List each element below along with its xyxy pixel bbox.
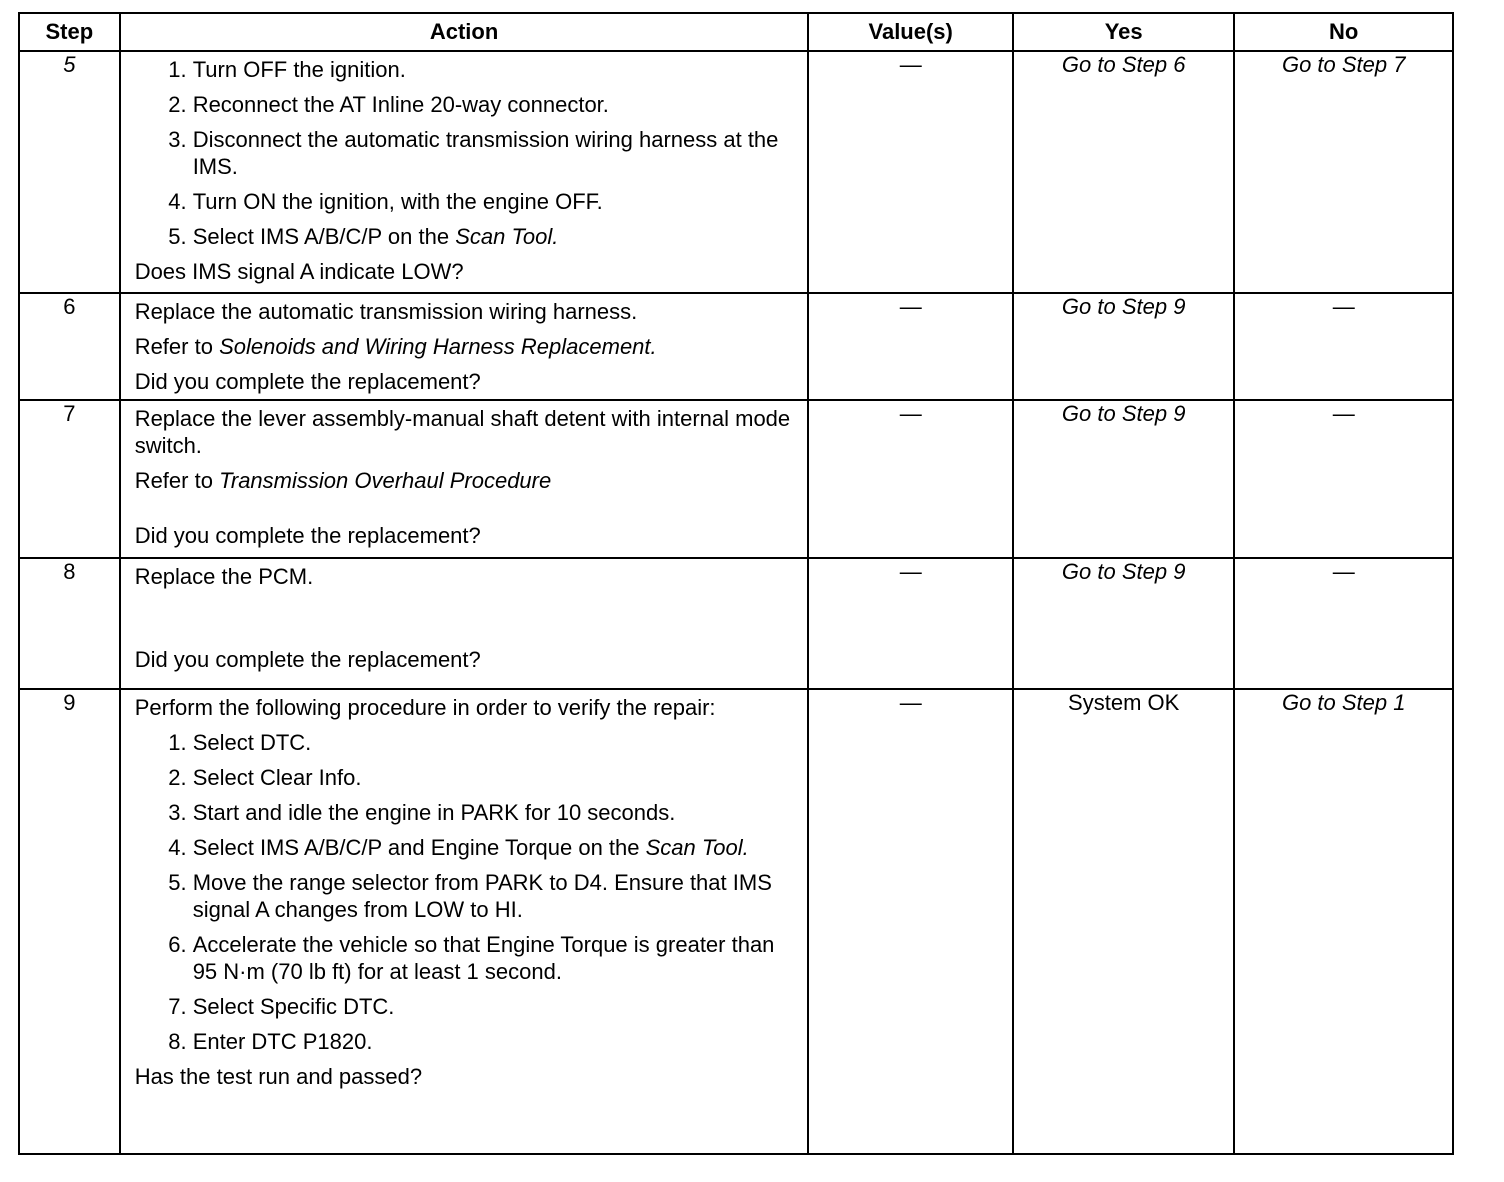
action-cell	[120, 293, 809, 400]
table-row-step-6	[19, 293, 1453, 400]
action-question: Does IMS signal A indicate LOW?	[134, 259, 464, 284]
yes-cell: Go to Step 9	[1013, 558, 1235, 689]
scan-tool-ref: Scan Tool.	[645, 835, 749, 860]
action-question: Has the test run and passed?	[134, 1064, 423, 1089]
header-step: Step	[19, 13, 120, 51]
action-intro: Perform the following procedure in order to verify the repair:	[134, 695, 716, 720]
action-question: Did you complete the replacement?	[134, 369, 481, 394]
header-values: Value(s)	[808, 13, 1012, 51]
header-no: No	[1234, 13, 1453, 51]
yes-cell: Go to Step 9	[1013, 293, 1235, 400]
header-row	[19, 13, 1453, 51]
action-cell	[120, 51, 809, 293]
yes-cell: System OK	[1013, 689, 1235, 1154]
action-step: 3. Disconnect the automatic transmission wiring harness at the IMS.	[193, 126, 798, 180]
action-step	[193, 834, 798, 861]
action-step: 7. Select Specific DTC.	[193, 993, 798, 1020]
action-refer	[135, 467, 798, 494]
table-row-step-5	[19, 51, 1453, 293]
action-step-text: Select IMS A/B/C/P on the	[192, 224, 456, 249]
no-cell: Go to Step 7	[1234, 51, 1453, 293]
action-steps	[135, 56, 798, 250]
refer-prefix: Refer to	[134, 334, 220, 359]
action-steps	[135, 729, 798, 1055]
no-cell: —	[1234, 558, 1453, 689]
yes-cell: Go to Step 6	[1013, 51, 1235, 293]
table-row-step-7	[19, 400, 1453, 558]
action-question: Did you complete the replacement?	[134, 647, 481, 672]
action-step-text: Select IMS A/B/C/P and Engine Torque on the	[192, 835, 646, 860]
refer-prefix: Refer to	[134, 468, 220, 493]
action-text: Replace the lever assembly-manual shaft detent with internal mode switch.	[134, 406, 791, 458]
diagnostic-table	[18, 12, 1454, 1155]
step-number: 6	[19, 293, 120, 400]
header-action: Action	[120, 13, 809, 51]
values-cell: —	[808, 51, 1012, 293]
action-step: 1. Turn OFF the ignition.	[193, 56, 798, 83]
action-question: Did you complete the replacement?	[134, 523, 481, 548]
step-number: 9	[19, 689, 120, 1154]
values-cell: —	[808, 558, 1012, 689]
no-cell: —	[1234, 293, 1453, 400]
action-step: 1. Select DTC.	[193, 729, 798, 756]
action-step: 4. Turn ON the ignition, with the engine OFF.	[193, 188, 798, 215]
action-cell	[120, 689, 809, 1154]
action-cell	[120, 400, 809, 558]
refer-title: Solenoids and Wiring Harness Replacement.	[219, 334, 657, 359]
no-cell: Go to Step 1	[1234, 689, 1453, 1154]
action-step: 5. Move the range selector from PARK to D4. Ensure that IMS signal A changes from LOW to HI.	[193, 869, 798, 923]
header-yes: Yes	[1013, 13, 1235, 51]
scan-tool-ref: Scan Tool.	[455, 224, 559, 249]
step-number: 8	[19, 558, 120, 689]
refer-title: Transmission Overhaul Procedure	[219, 468, 552, 493]
values-cell: —	[808, 689, 1012, 1154]
action-step	[193, 223, 798, 250]
table-row-step-8	[19, 558, 1453, 689]
table-row-step-9	[19, 689, 1453, 1154]
action-step: 3. Start and idle the engine in PARK for 10 seconds.	[193, 799, 798, 826]
action-text: Replace the automatic transmission wiring harness.	[134, 299, 638, 324]
action-refer	[135, 333, 798, 360]
action-text: Replace the PCM.	[134, 564, 314, 589]
action-cell	[120, 558, 809, 689]
action-step: 8. Enter DTC P1820.	[193, 1028, 798, 1055]
yes-cell: Go to Step 9	[1013, 400, 1235, 558]
no-cell: —	[1234, 400, 1453, 558]
values-cell: —	[808, 400, 1012, 558]
action-step: 2. Select Clear Info.	[193, 764, 798, 791]
action-step: 2. Reconnect the AT Inline 20-way connector.	[193, 91, 798, 118]
step-number: 5	[19, 51, 120, 293]
action-step: 6. Accelerate the vehicle so that Engine Torque is greater than 95 N·m (70 lb ft) for at least 1 second.	[193, 931, 798, 985]
step-number: 7	[19, 400, 120, 558]
values-cell: —	[808, 293, 1012, 400]
